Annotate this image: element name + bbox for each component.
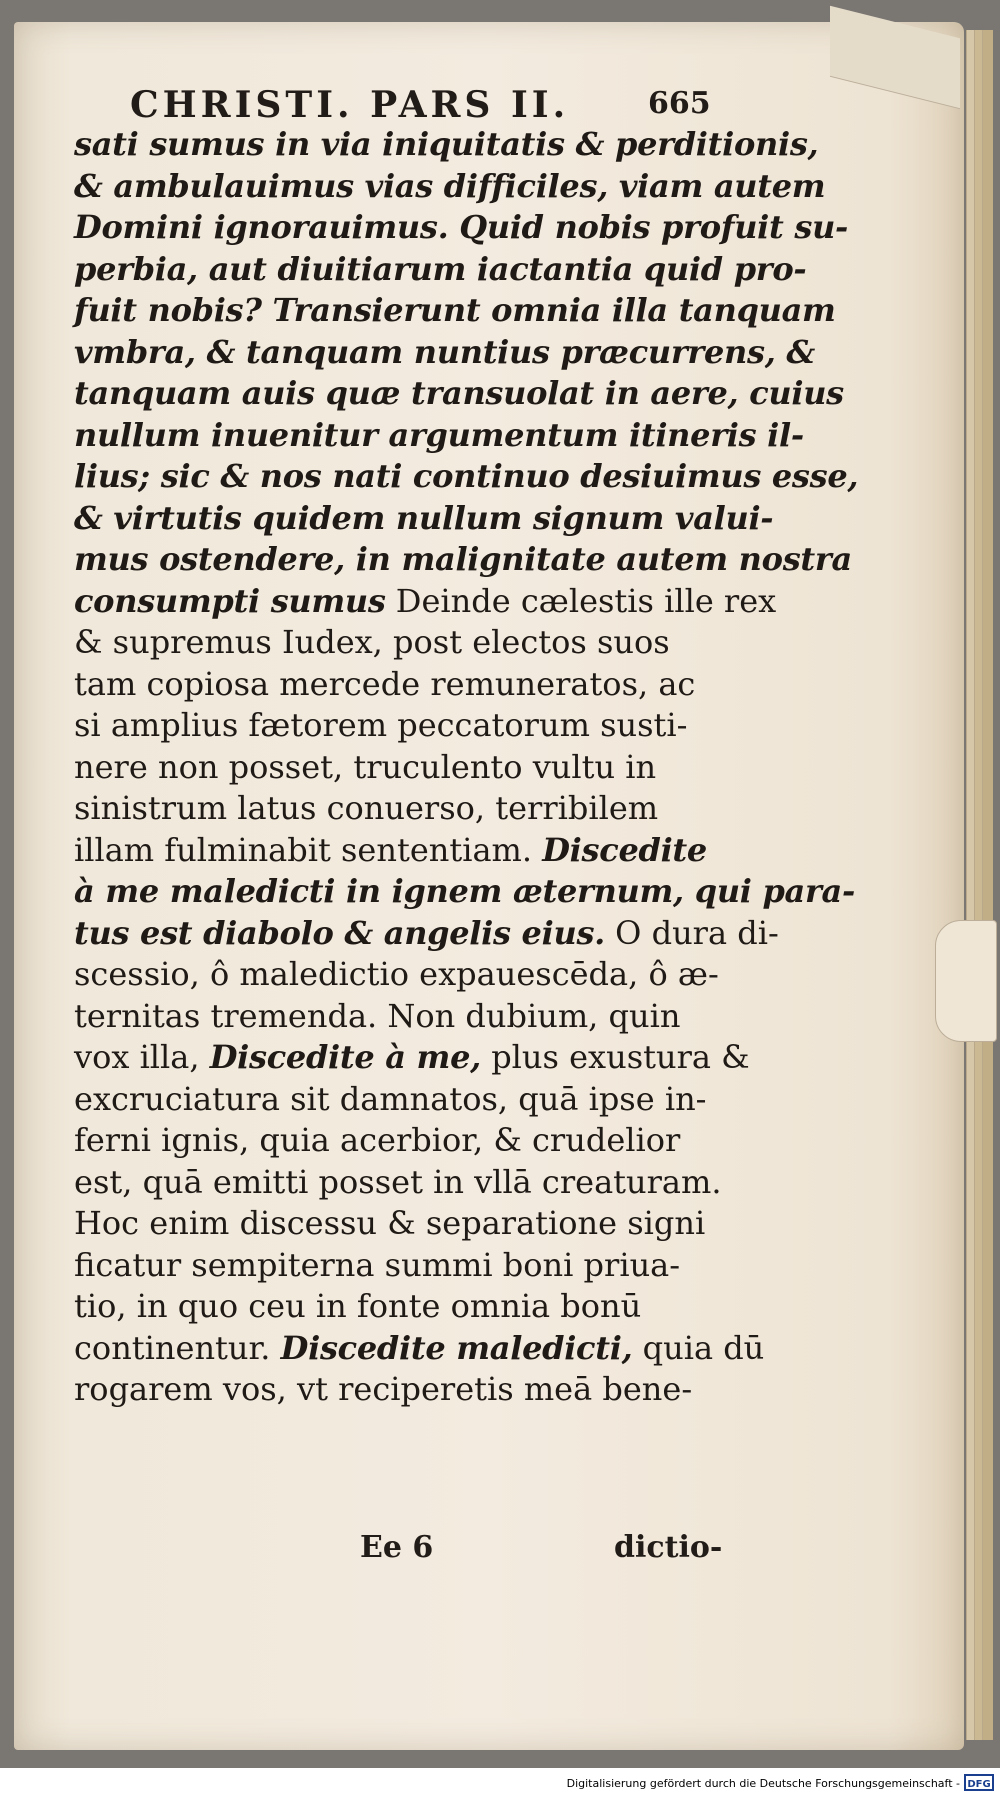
roman-text-run: Deinde cælestis ille rex — [385, 581, 777, 620]
roman-text-run: plus exustura & — [481, 1038, 750, 1076]
roman-text-run: rogarem vos, vt reciperetis meā bene- — [74, 1370, 693, 1408]
page-edge — [982, 30, 993, 1740]
text-line — [74, 1328, 764, 1368]
italic-text-run: à me maledicti in ignem æternum, qui para- — [74, 872, 855, 910]
text-line — [74, 996, 680, 1036]
text-line — [74, 747, 656, 787]
italic-text-run: nullum inuenitur argumentum itineris il- — [74, 415, 804, 454]
text-line — [74, 664, 695, 704]
roman-text-run: est, quā emitti posset in vllā creaturam. — [74, 1162, 722, 1201]
text-line — [74, 788, 658, 828]
italic-text-run: lius; sic & nos nati continuo desiuimus esse, — [74, 457, 859, 495]
text-line — [74, 415, 804, 455]
italic-text-run: sati sumus in via iniquitatis & perditionis, — [74, 125, 819, 163]
italic-text-run: tus est diabolo & angelis eius. — [74, 913, 605, 952]
page-number: 665 — [648, 86, 711, 121]
footer-credit: Digitalisierung gefördert durch die Deutsche Forschungsgemeinschaft - — [566, 1777, 960, 1790]
italic-text-run: Discedite — [542, 830, 707, 869]
text-line — [74, 705, 687, 745]
text-line — [74, 1203, 705, 1243]
text-line — [74, 954, 719, 994]
text-line — [74, 1286, 641, 1326]
signature-mark: Ee 6 — [360, 1530, 434, 1565]
text-line — [74, 1120, 680, 1160]
italic-text-run: Domini ignorauimus. Quid nobis profuit su- — [74, 208, 849, 246]
text-line — [74, 332, 815, 372]
text-line — [74, 913, 779, 953]
roman-text-run: tio, in quo ceu in fonte omnia bonū — [74, 1287, 642, 1325]
text-line — [74, 1369, 692, 1409]
italic-text-run: consumpti sumus — [74, 581, 386, 620]
italic-text-run: & virtutis quidem nullum signum valui- — [74, 498, 774, 537]
roman-text-run: Hoc enim discessu & separatione signi — [74, 1204, 706, 1242]
italic-text-run: Discedite maledicti, — [280, 1328, 633, 1367]
italic-text-run: fuit nobis? Transierunt omnia illa tanquam — [74, 291, 836, 329]
italic-text-run: tanquam auis quæ transuolat in aere, cuius — [74, 374, 844, 412]
text-line — [74, 498, 773, 538]
roman-text-run: quia dū — [632, 1328, 765, 1367]
roman-text-run: vox illa, — [74, 1038, 210, 1076]
running-head — [60, 84, 720, 124]
roman-text-run: sinistrum latus conuerso, terribilem — [74, 789, 659, 827]
roman-text-run: O dura di- — [605, 913, 779, 952]
catchword: dictio- — [614, 1530, 723, 1565]
text-line — [74, 373, 844, 413]
roman-text-run: excruciatura sit damnatos, quā ipse in- — [74, 1079, 707, 1118]
text-line — [74, 290, 836, 330]
italic-text-run: Discedite à me, — [209, 1038, 482, 1076]
roman-text-run: si amplius fætorem peccatorum susti- — [74, 706, 688, 744]
text-line — [74, 249, 806, 289]
italic-text-run: mus ostendere, in malignitate autem nostra — [74, 540, 852, 578]
roman-text-run: illam fulminabit sententiam. — [74, 830, 543, 869]
text-line — [74, 581, 776, 621]
text-line — [74, 871, 855, 911]
text-line — [74, 124, 818, 164]
roman-text-run: ferni ignis, quia acerbior, & crudelior — [74, 1121, 681, 1159]
italic-text-run: & ambulauimus vias difficiles, viam autem — [74, 166, 826, 205]
dfg-logo: DFG — [964, 1774, 994, 1791]
text-line — [74, 456, 858, 496]
roman-text-run: & supremus Iudex, post electos suos — [74, 623, 670, 661]
italic-text-run: vmbra, & tanquam nuntius præcurrens, & — [74, 332, 815, 371]
running-head-title: CHRISTI. PARS II. — [130, 84, 570, 126]
roman-text-run: ternitas tremenda. Non dubium, quin — [74, 996, 681, 1035]
roman-text-run: ficatur sempiterna summi boni priua- — [74, 1245, 681, 1284]
italic-text-run: perbia, aut diuitiarum iactantia quid pro- — [74, 249, 807, 288]
text-line — [74, 622, 670, 662]
roman-text-run: scessio, ô maledictio expauescēda, ô æ- — [74, 955, 719, 993]
text-line — [74, 1245, 680, 1285]
text-line — [74, 1079, 706, 1119]
page-tab — [935, 920, 997, 1042]
text-line — [74, 207, 848, 247]
footer-bar — [0, 1768, 1000, 1798]
roman-text-run: nere non posset, truculento vultu in — [74, 747, 657, 786]
text-line — [74, 830, 707, 870]
roman-text-run: continentur. — [74, 1328, 281, 1367]
text-line — [74, 166, 825, 206]
text-line — [74, 539, 852, 579]
text-line — [74, 1037, 750, 1077]
roman-text-run: tam copiosa mercede remuneratos, ac — [74, 664, 696, 703]
text-line — [74, 1162, 722, 1202]
